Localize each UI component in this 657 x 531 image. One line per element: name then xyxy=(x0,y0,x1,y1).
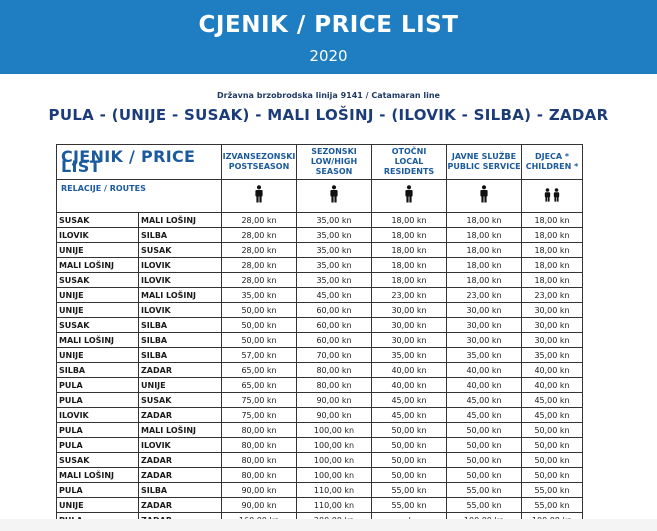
price-cell: 110,00 kn xyxy=(297,498,372,513)
route-to: MALI LOŠINJ xyxy=(139,213,222,228)
price-cell: 18,00 kn xyxy=(447,243,522,258)
price-cell: 45,00 kn xyxy=(297,288,372,303)
route-to: ZADAR xyxy=(139,453,222,468)
price-cell: 18,00 kn xyxy=(372,228,447,243)
price-cell: 30,00 kn xyxy=(372,303,447,318)
route-to: ILOVIK xyxy=(139,258,222,273)
price-cell: 18,00 kn xyxy=(522,243,583,258)
price-cell: 80,00 kn xyxy=(222,438,297,453)
price-cell: 50,00 kn xyxy=(447,453,522,468)
route-from: PULA xyxy=(57,378,139,393)
table-row xyxy=(57,468,583,483)
route-to: ZADAR xyxy=(139,408,222,423)
table-row xyxy=(57,228,583,243)
price-cell: 18,00 kn xyxy=(522,228,583,243)
price-cell: 40,00 kn xyxy=(372,363,447,378)
route-to: ZADAR xyxy=(139,468,222,483)
price-cell: 30,00 kn xyxy=(522,333,583,348)
price-cell: 35,00 kn xyxy=(447,348,522,363)
price-cell: 90,00 kn xyxy=(222,483,297,498)
route-from: UNIJE xyxy=(57,243,139,258)
price-cell: 23,00 kn xyxy=(522,288,583,303)
route-to: SUSAK xyxy=(139,243,222,258)
price-cell: 18,00 kn xyxy=(372,243,447,258)
route-from: SUSAK xyxy=(57,453,139,468)
route-from: UNIJE xyxy=(57,348,139,363)
route-to: SUSAK xyxy=(139,393,222,408)
price-cell: 23,00 kn xyxy=(372,288,447,303)
price-cell: 60,00 kn xyxy=(297,303,372,318)
price-cell: 80,00 kn xyxy=(222,468,297,483)
price-cell: 30,00 kn xyxy=(447,333,522,348)
route-from: MALI LOŠINJ xyxy=(57,258,139,273)
price-cell: 55,00 kn xyxy=(522,483,583,498)
price-cell: 55,00 kn xyxy=(372,498,447,513)
price-cell: 40,00 kn xyxy=(522,378,583,393)
table-row xyxy=(57,438,583,453)
page-title: CJENIK / PRICE LIST xyxy=(198,12,459,38)
table-row xyxy=(57,288,583,303)
price-cell: 45,00 kn xyxy=(522,393,583,408)
price-cell: 30,00 kn xyxy=(447,318,522,333)
price-cell: 100,00 kn xyxy=(297,423,372,438)
price-cell: 80,00 kn xyxy=(222,453,297,468)
price-cell: 50,00 kn xyxy=(222,333,297,348)
route-from: SUSAK xyxy=(57,273,139,288)
price-cell: 18,00 kn xyxy=(522,213,583,228)
price-cell: 28,00 kn xyxy=(222,213,297,228)
price-cell: 50,00 kn xyxy=(447,423,522,438)
route-from: ILOVIK xyxy=(57,408,139,423)
price-cell: 45,00 kn xyxy=(447,408,522,423)
route-from: PULA xyxy=(57,438,139,453)
price-cell: 30,00 kn xyxy=(447,303,522,318)
route-from: PULA xyxy=(57,393,139,408)
price-cell: 23,00 kn xyxy=(447,288,522,303)
table-row xyxy=(57,258,583,273)
price-cell: 100,00 kn xyxy=(297,453,372,468)
price-cell: 55,00 kn xyxy=(372,483,447,498)
price-cell: 50,00 kn xyxy=(522,468,583,483)
price-cell: 50,00 kn xyxy=(522,423,583,438)
table-row xyxy=(57,363,583,378)
route-to: SILBA xyxy=(139,318,222,333)
table-row xyxy=(57,453,583,468)
price-cell: 50,00 kn xyxy=(372,438,447,453)
price-cell: 50,00 kn xyxy=(522,453,583,468)
table-row xyxy=(57,378,583,393)
price-cell: 50,00 kn xyxy=(372,468,447,483)
price-cell: 55,00 kn xyxy=(522,498,583,513)
route-from: SUSAK xyxy=(57,318,139,333)
price-cell: 40,00 kn xyxy=(522,363,583,378)
price-cell: 70,00 kn xyxy=(297,348,372,363)
price-cell: 75,00 kn xyxy=(222,393,297,408)
price-cell: 57,00 kn xyxy=(222,348,297,363)
price-cell: 40,00 kn xyxy=(447,363,522,378)
table-row xyxy=(57,243,583,258)
price-cell: 18,00 kn xyxy=(522,258,583,273)
table-row xyxy=(57,273,583,288)
price-cell: 18,00 kn xyxy=(372,273,447,288)
table-row xyxy=(57,423,583,438)
route-to: SILBA xyxy=(139,228,222,243)
price-table xyxy=(56,144,583,528)
price-cell: 18,00 kn xyxy=(447,213,522,228)
children-icon xyxy=(522,180,583,213)
table-header-row xyxy=(57,145,583,180)
price-cell: 100,00 kn xyxy=(297,468,372,483)
route-title: PULA - (UNIJE - SUSAK) - MALI LOŠINJ - (ILOVIK - SILBA) - ZADAR xyxy=(48,106,609,124)
route-to: MALI LOŠINJ xyxy=(139,288,222,303)
price-cell: 35,00 kn xyxy=(522,348,583,363)
route-from: UNIJE xyxy=(57,288,139,303)
price-cell: 28,00 kn xyxy=(222,273,297,288)
price-cell: 35,00 kn xyxy=(222,288,297,303)
price-cell: 45,00 kn xyxy=(447,393,522,408)
price-cell: 50,00 kn xyxy=(372,423,447,438)
route-from: MALI LOŠINJ xyxy=(57,333,139,348)
price-cell: 18,00 kn xyxy=(372,213,447,228)
adult-icon xyxy=(372,180,447,213)
price-cell: 60,00 kn xyxy=(297,318,372,333)
price-cell: 65,00 kn xyxy=(222,378,297,393)
header-banner xyxy=(0,0,657,74)
price-cell: 50,00 kn xyxy=(447,438,522,453)
price-cell: 30,00 kn xyxy=(372,318,447,333)
table-title: CJENIK / PRICE LIST xyxy=(57,145,222,180)
route-from: UNIJE xyxy=(57,498,139,513)
price-cell: 28,00 kn xyxy=(222,243,297,258)
price-cell: 90,00 kn xyxy=(297,393,372,408)
price-cell: 45,00 kn xyxy=(522,408,583,423)
price-cell: 35,00 kn xyxy=(372,348,447,363)
table-row xyxy=(57,393,583,408)
price-cell: 90,00 kn xyxy=(297,408,372,423)
column-header: DJECA * CHILDREN * xyxy=(522,145,583,180)
price-cell: 50,00 kn xyxy=(222,318,297,333)
route-to: ILOVIK xyxy=(139,303,222,318)
price-cell: 18,00 kn xyxy=(447,228,522,243)
column-header: IZVANSEZONSKI POSTSEASON xyxy=(222,145,297,180)
price-cell: 35,00 kn xyxy=(297,243,372,258)
price-cell: 30,00 kn xyxy=(522,303,583,318)
column-header: JAVNE SLUŽBE PUBLIC SERVICE xyxy=(447,145,522,180)
route-to: SILBA xyxy=(139,348,222,363)
route-to: SILBA xyxy=(139,483,222,498)
table-row xyxy=(57,408,583,423)
bottom-bar xyxy=(0,519,657,531)
price-cell: 30,00 kn xyxy=(372,333,447,348)
table-row xyxy=(57,498,583,513)
route-from: SUSAK xyxy=(57,213,139,228)
routes-label: RELACIJE / ROUTES xyxy=(57,180,222,213)
price-cell: 45,00 kn xyxy=(372,393,447,408)
price-cell: 80,00 kn xyxy=(297,378,372,393)
column-header: OTOČNI LOCAL RESIDENTS xyxy=(372,145,447,180)
route-to: SILBA xyxy=(139,333,222,348)
price-cell: 45,00 kn xyxy=(372,408,447,423)
icon-row xyxy=(57,180,583,213)
price-cell: 50,00 kn xyxy=(222,303,297,318)
price-cell: 80,00 kn xyxy=(297,363,372,378)
price-cell: 35,00 kn xyxy=(297,228,372,243)
price-cell: 90,00 kn xyxy=(222,498,297,513)
table-row xyxy=(57,213,583,228)
price-cell: 50,00 kn xyxy=(447,468,522,483)
price-cell: 80,00 kn xyxy=(222,423,297,438)
route-from: MALI LOŠINJ xyxy=(57,468,139,483)
route-from: UNIJE xyxy=(57,303,139,318)
route-to: UNIJE xyxy=(139,378,222,393)
price-cell: 28,00 kn xyxy=(222,258,297,273)
price-cell: 75,00 kn xyxy=(222,408,297,423)
price-cell: 35,00 kn xyxy=(297,258,372,273)
route-from: ILOVIK xyxy=(57,228,139,243)
route-to: ILOVIK xyxy=(139,273,222,288)
price-cell: 35,00 kn xyxy=(297,273,372,288)
adult-icon xyxy=(222,180,297,213)
route-to: ILOVIK xyxy=(139,438,222,453)
table-row xyxy=(57,303,583,318)
price-cell: 40,00 kn xyxy=(372,378,447,393)
price-cell: 18,00 kn xyxy=(447,273,522,288)
column-header: SEZONSKI LOW/HIGH SEASON xyxy=(297,145,372,180)
price-cell: 60,00 kn xyxy=(297,333,372,348)
route-from: PULA xyxy=(57,483,139,498)
price-cell: 18,00 kn xyxy=(522,273,583,288)
price-cell: 18,00 kn xyxy=(447,258,522,273)
price-cell: 40,00 kn xyxy=(447,378,522,393)
price-cell: 55,00 kn xyxy=(447,498,522,513)
route-to: ZADAR xyxy=(139,498,222,513)
line-subtitle: Državna brzobrodska linija 9141 / Catamaran line xyxy=(217,91,440,100)
table-row xyxy=(57,348,583,363)
price-cell: 110,00 kn xyxy=(297,483,372,498)
table-row xyxy=(57,318,583,333)
route-from: SILBA xyxy=(57,363,139,378)
page-year: 2020 xyxy=(309,47,348,65)
price-cell: 18,00 kn xyxy=(372,258,447,273)
price-cell: 50,00 kn xyxy=(522,438,583,453)
adult-icon xyxy=(447,180,522,213)
price-cell: 65,00 kn xyxy=(222,363,297,378)
route-to: ZADAR xyxy=(139,363,222,378)
route-to: MALI LOŠINJ xyxy=(139,423,222,438)
route-from: PULA xyxy=(57,423,139,438)
table-row xyxy=(57,483,583,498)
price-cell: 50,00 kn xyxy=(372,453,447,468)
price-cell: 30,00 kn xyxy=(522,318,583,333)
price-cell: 100,00 kn xyxy=(297,438,372,453)
table-row xyxy=(57,333,583,348)
price-cell: 55,00 kn xyxy=(447,483,522,498)
adult-icon xyxy=(297,180,372,213)
price-cell: 35,00 kn xyxy=(297,213,372,228)
price-cell: 28,00 kn xyxy=(222,228,297,243)
